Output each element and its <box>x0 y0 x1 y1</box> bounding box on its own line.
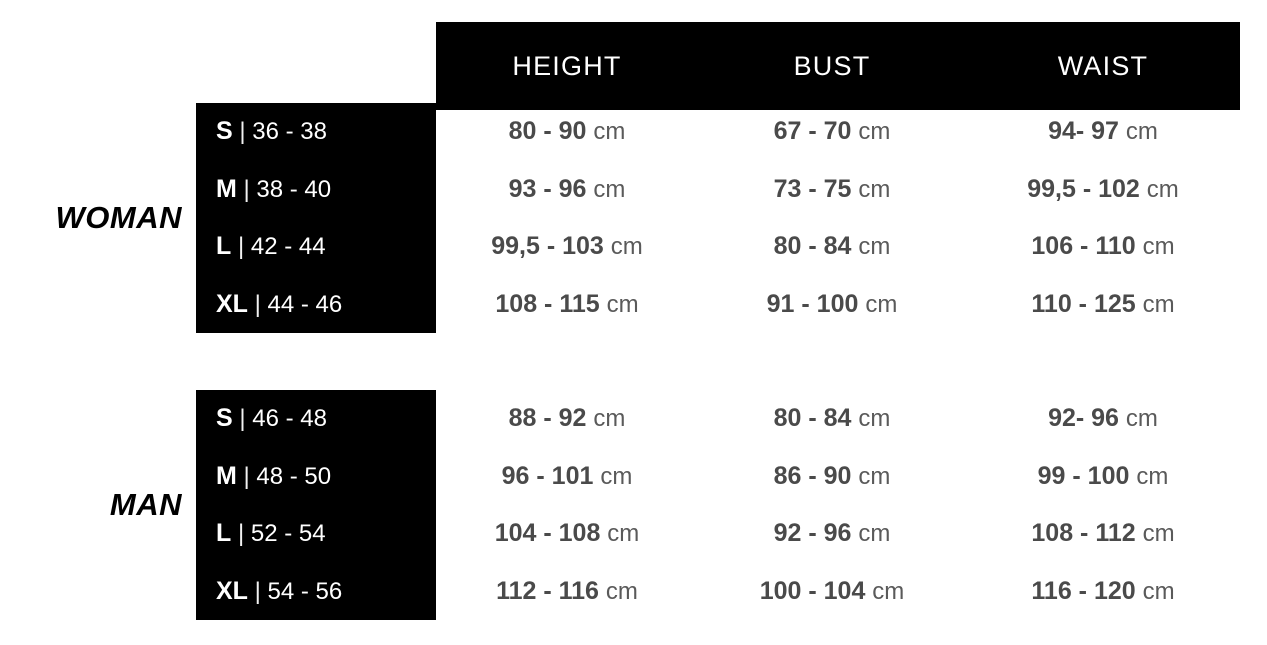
group-label-woman: WOMAN <box>55 200 182 235</box>
height-value: 93 - 96 <box>508 174 587 203</box>
cell-waist <box>966 462 1240 491</box>
unit-label: cm <box>607 520 640 548</box>
size-separator: | <box>237 520 245 548</box>
table-row <box>196 390 1240 448</box>
rows-woman <box>196 103 1240 333</box>
waist-value: 106 - 110 <box>1031 232 1136 261</box>
cell-height <box>436 462 698 491</box>
cell-height <box>436 290 698 319</box>
bust-value: 80 - 84 <box>773 404 852 433</box>
unit-label: cm <box>1142 290 1175 318</box>
unit-label: cm <box>610 233 643 261</box>
table-row <box>196 218 1240 276</box>
group-label-man: MAN <box>109 487 182 522</box>
cell-size <box>196 117 436 146</box>
unit-label: cm <box>858 520 891 548</box>
height-value: 96 - 101 <box>501 461 594 490</box>
cell-waist <box>966 519 1240 548</box>
unit-label: cm <box>1146 175 1179 203</box>
size-separator: | <box>254 577 261 605</box>
unit-label: cm <box>605 577 638 605</box>
table-row <box>196 563 1240 621</box>
cell-size <box>196 577 436 606</box>
unit-label: cm <box>606 290 639 318</box>
rows-man <box>196 390 1240 620</box>
size-separator: | <box>239 118 246 146</box>
cell-size <box>196 404 436 433</box>
cell-size <box>196 290 436 319</box>
bust-value: 86 - 90 <box>773 461 852 490</box>
height-value: 112 - 116 <box>496 576 599 605</box>
table-row <box>196 161 1240 219</box>
cell-bust <box>698 519 966 548</box>
cell-bust <box>698 232 966 261</box>
cell-waist <box>966 290 1240 319</box>
size-range: 44 - 46 <box>267 290 343 318</box>
column-header-bust: BUST <box>793 50 871 81</box>
unit-label: cm <box>1136 462 1169 490</box>
size-range: 52 - 54 <box>250 520 326 548</box>
size-label: M <box>216 461 237 490</box>
cell-size <box>196 462 436 491</box>
size-separator: | <box>243 175 250 203</box>
size-range: 38 - 40 <box>256 175 332 203</box>
size-label: S <box>216 117 233 146</box>
table-row <box>196 103 1240 161</box>
unit-label: cm <box>593 175 626 203</box>
table-row <box>196 505 1240 563</box>
unit-label: cm <box>593 405 626 433</box>
unit-label: cm <box>865 290 898 318</box>
cell-height <box>436 577 698 606</box>
size-label: XL <box>216 576 248 605</box>
size-label: S <box>216 404 233 433</box>
group-man <box>0 390 1267 620</box>
size-range: 48 - 50 <box>256 462 332 490</box>
cell-bust <box>698 290 966 319</box>
height-value: 104 - 108 <box>494 519 601 548</box>
column-header-height: HEIGHT <box>512 50 622 81</box>
bust-value: 67 - 70 <box>773 117 852 146</box>
group-woman <box>0 103 1267 333</box>
height-value: 99,5 - 103 <box>491 232 604 261</box>
cell-bust <box>698 404 966 433</box>
column-header-waist: WAIST <box>1057 50 1149 81</box>
bust-value: 100 - 104 <box>759 576 866 605</box>
size-range: 46 - 48 <box>252 405 327 433</box>
size-label: XL <box>216 289 248 318</box>
height-value: 88 - 92 <box>508 404 587 433</box>
table-header <box>436 22 1240 110</box>
bust-value: 91 - 100 <box>766 289 859 318</box>
cell-height <box>436 232 698 261</box>
cell-size <box>196 232 436 261</box>
size-separator: | <box>237 233 245 261</box>
unit-label: cm <box>1142 520 1175 548</box>
bust-value: 92 - 96 <box>773 519 852 548</box>
size-range: 54 - 56 <box>267 577 343 605</box>
size-label: L <box>216 232 232 261</box>
table-row <box>196 276 1240 334</box>
waist-value: 110 - 125 <box>1031 289 1136 318</box>
unit-label: cm <box>1142 233 1175 261</box>
cell-waist <box>966 117 1240 146</box>
cell-bust <box>698 577 966 606</box>
bust-value: 73 - 75 <box>773 174 852 203</box>
cell-height <box>436 404 698 433</box>
cell-height <box>436 117 698 146</box>
unit-label: cm <box>858 233 891 261</box>
cell-bust <box>698 117 966 146</box>
unit-label: cm <box>858 175 891 203</box>
unit-label: cm <box>593 118 626 146</box>
height-value: 80 - 90 <box>508 117 587 146</box>
unit-label: cm <box>858 405 891 433</box>
cell-size <box>196 175 436 204</box>
unit-label: cm <box>858 118 891 146</box>
cell-waist <box>966 404 1240 433</box>
waist-value: 116 - 120 <box>1031 576 1136 605</box>
unit-label: cm <box>600 462 633 490</box>
unit-label: cm <box>1125 405 1158 433</box>
waist-value: 92- 96 <box>1048 404 1119 433</box>
table-row <box>196 448 1240 506</box>
size-separator: | <box>243 462 250 490</box>
unit-label: cm <box>872 577 905 605</box>
waist-value: 108 - 112 <box>1031 519 1136 548</box>
cell-waist <box>966 577 1240 606</box>
size-separator: | <box>254 290 261 318</box>
cell-height <box>436 519 698 548</box>
cell-bust <box>698 175 966 204</box>
cell-height <box>436 175 698 204</box>
cell-waist <box>966 232 1240 261</box>
size-range: 42 - 44 <box>250 233 326 261</box>
size-range: 36 - 38 <box>252 118 327 146</box>
unit-label: cm <box>1142 577 1175 605</box>
bust-value: 80 - 84 <box>773 232 852 261</box>
height-value: 108 - 115 <box>495 289 600 318</box>
size-label: L <box>216 519 232 548</box>
unit-label: cm <box>858 462 891 490</box>
size-label: M <box>216 174 237 203</box>
waist-value: 99 - 100 <box>1037 461 1130 490</box>
size-separator: | <box>239 405 246 433</box>
waist-value: 94- 97 <box>1048 117 1119 146</box>
cell-size <box>196 519 436 548</box>
unit-label: cm <box>1125 118 1158 146</box>
cell-bust <box>698 462 966 491</box>
waist-value: 99,5 - 102 <box>1027 174 1140 203</box>
cell-waist <box>966 175 1240 204</box>
